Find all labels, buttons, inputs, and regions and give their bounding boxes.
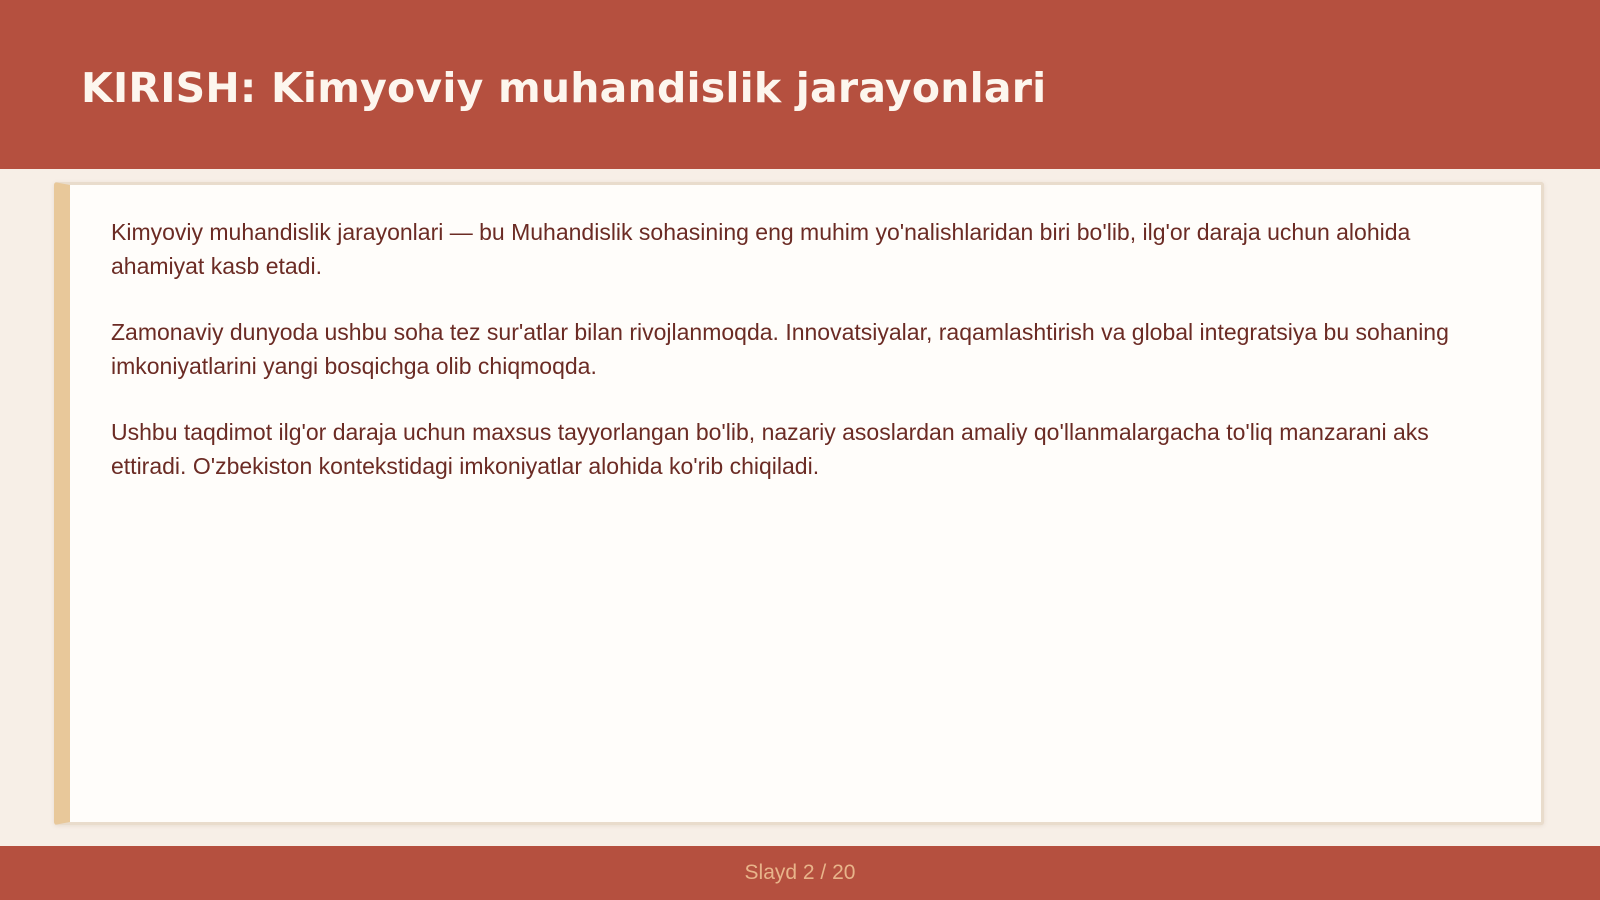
header-bar bbox=[0, 0, 1600, 169]
footer-bar bbox=[0, 846, 1600, 900]
presentation-scope-paragraph: Ushbu taqdimot ilg'or daraja uchun maxsus tayyorlangan bo'lib, nazariy asoslardan amaliy qo'llanmalargacha to'liq manzarani aks ettiradi. O'zbekiston kontekstidagi imkoniyatlar alohida ko'rib chiqiladi. bbox=[111, 419, 1429, 479]
paragraph-list bbox=[111, 216, 1506, 516]
slide-number: Slayd 2 / 20 bbox=[744, 861, 856, 884]
content-card bbox=[54, 182, 1544, 825]
development-paragraph: Zamonaviy dunyoda ushbu soha tez sur'atlar bilan rivojlanmoqda. Innovatsiyalar, raqamlashtirish va global integratsiya bu sohaning imkoniyatlarini yangi bosqichga olib chiqmoqda. bbox=[111, 319, 1449, 379]
slide-title: KIRISH: Kimyoviy muhandislik jarayonlari bbox=[81, 64, 1047, 112]
intro-paragraph: Kimyoviy muhandislik jarayonlari — bu Muhandislik sohasining eng muhim yo'nalishlaridan biri bo'lib, ilg'or daraja uchun alohida ahamiyat kasb etadi. bbox=[111, 219, 1411, 279]
